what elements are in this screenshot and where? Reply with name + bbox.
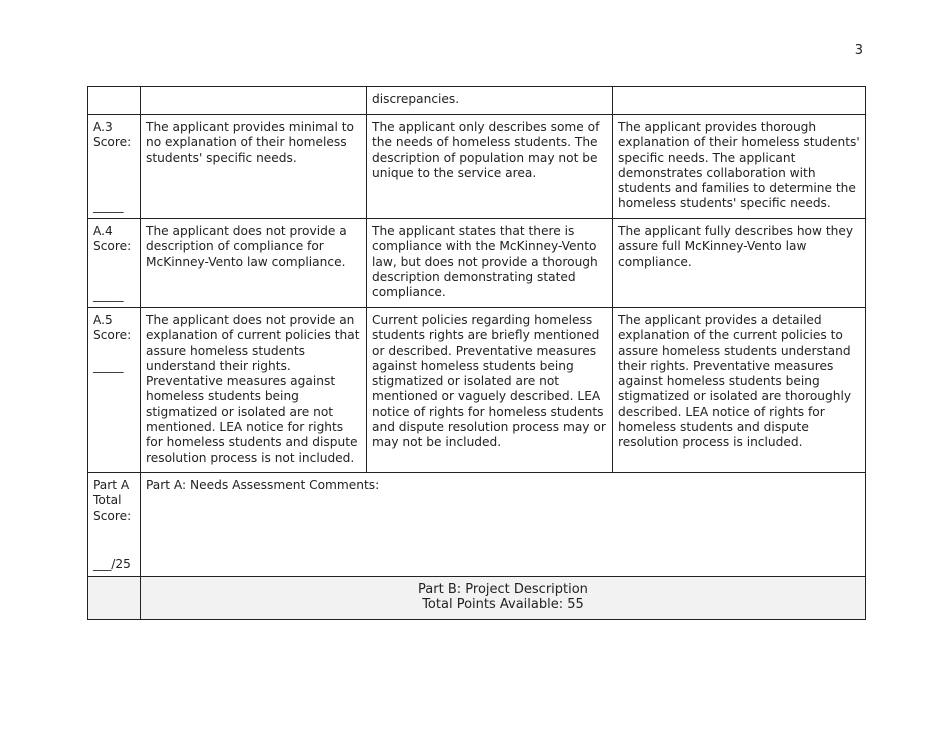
criteria-cell-thorough: The applicant provides a detailed explanation of the current policies to assure homeless students understand their rights. Preventative measures against homeless students being stigmatized or isolated are thoroughly described. LEA notice of rights for homeless students and dispute resolution process is included.: [613, 308, 866, 473]
part-b-points: Total Points Available: 55: [422, 597, 584, 612]
part-b-header-cell: [141, 577, 866, 620]
score-blank: _____: [93, 287, 124, 302]
criteria-cell-minimal: The applicant provides minimal to no explanation of their homeless students' specific needs.: [141, 115, 367, 219]
score-blank: _____: [93, 198, 124, 213]
score-label: Score:: [93, 328, 132, 343]
score-cell-a3: [88, 115, 141, 219]
total-label-line1: Part A: [93, 478, 130, 492]
page-number: 3: [854, 43, 863, 58]
total-label-line3: Score:: [93, 508, 132, 523]
criteria-cell-partial: discrepancies.: [367, 87, 613, 115]
criteria-cell-partial: Current policies regarding homeless students rights are briefly mentioned or described. Preventative measures against homeless students being stigmatized or isolated are not mentioned or vaguely described. LEA notice of rights for homeless students and dispute resolution process may or may not be included.: [367, 308, 613, 473]
item-label: A.5: [93, 313, 113, 327]
score-label: Score:: [93, 135, 132, 150]
table-row-a4: [88, 219, 866, 308]
scoring-rubric-table: [87, 86, 866, 620]
table-row-part-b-header: [88, 577, 866, 620]
part-b-title: Part B: Project Description: [418, 582, 588, 597]
item-label: A.4: [93, 224, 113, 238]
criteria-cell-thorough: [613, 87, 866, 115]
table-row-part-a-total: [88, 473, 866, 577]
score-cell-part-a-total: [88, 473, 141, 577]
criteria-cell-thorough: The applicant fully describes how they assure full McKinney-Vento law compliance.: [613, 219, 866, 308]
criteria-cell-minimal: [141, 87, 367, 115]
score-cell-a5: [88, 308, 141, 473]
criteria-cell-minimal: The applicant does not provide a description of compliance for McKinney-Vento law compliance.: [141, 219, 367, 308]
score-cell-a4: [88, 219, 141, 308]
table-row-continuation: [88, 87, 866, 115]
score-label: Score:: [93, 239, 132, 254]
comments-cell: Part A: Needs Assessment Comments:: [141, 473, 866, 577]
criteria-cell-minimal: The applicant does not provide an explanation of current policies that assure homeless students understand their rights. Preventative measures against homeless students being stigmatized or isolated are not mentioned. LEA notice for rights for homeless students and dispute resolution process is not included.: [141, 308, 367, 473]
total-score-blank: ___/25: [93, 556, 131, 571]
table-row-a3: [88, 115, 866, 219]
table-row-a5: [88, 308, 866, 473]
score-cell: [88, 87, 141, 115]
criteria-cell-partial: The applicant only describes some of the needs of homeless students. The description of population may not be unique to the service area.: [367, 115, 613, 219]
item-label: A.3: [93, 120, 113, 134]
total-label-line2: Total: [93, 493, 122, 508]
score-cell: [88, 577, 141, 620]
score-blank: _____: [93, 358, 124, 373]
criteria-cell-thorough: The applicant provides thorough explanation of their homeless students' specific needs. The applicant demonstrates collaboration with students and families to determine the homeless students' specific needs.: [613, 115, 866, 219]
criteria-cell-partial: The applicant states that there is compliance with the McKinney-Vento law, but does not provide a thorough description demonstrating stated compliance.: [367, 219, 613, 308]
